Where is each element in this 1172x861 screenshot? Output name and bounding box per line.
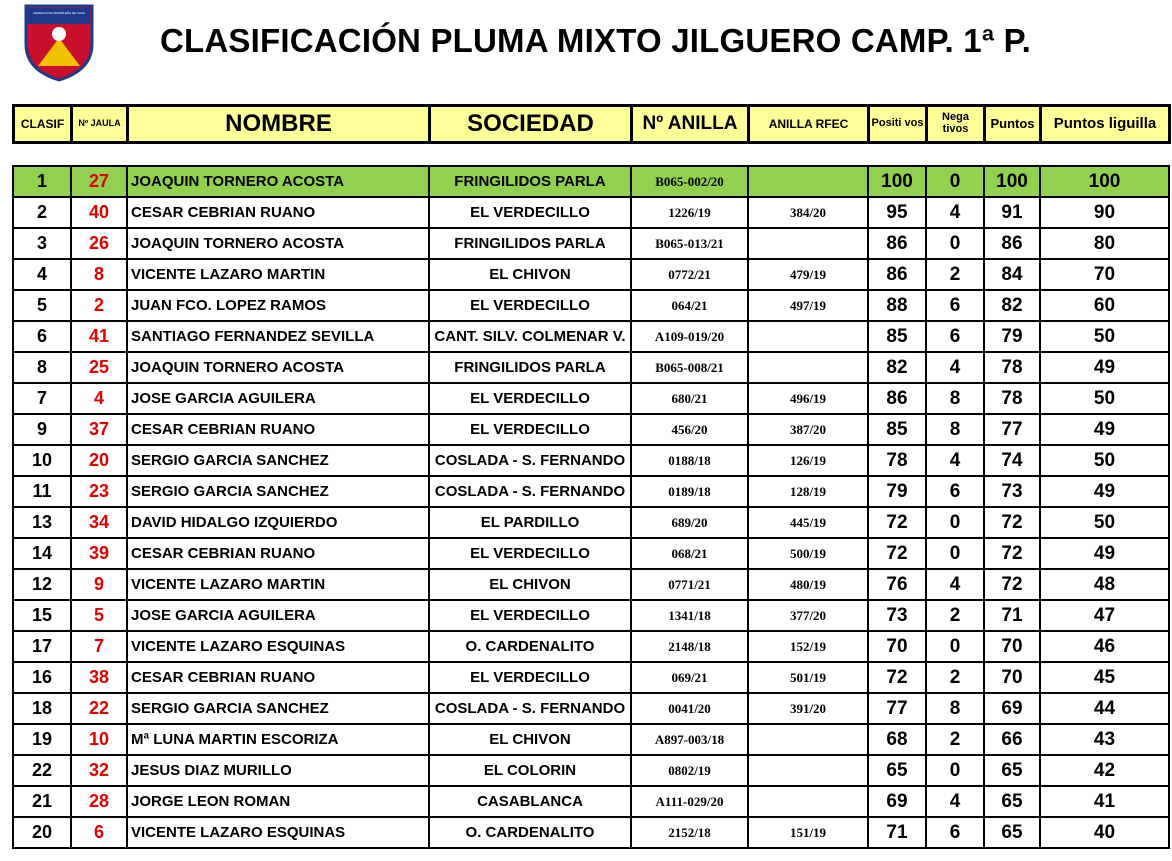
cell-negativos: 0 [926,755,984,786]
cell-negativos: 2 [926,724,984,755]
header-positivos: Positi vos [869,106,927,143]
cell-positivos: 88 [868,290,926,321]
header-jaula: Nº JAULA [72,106,128,143]
cell-positivos: 77 [868,693,926,724]
cell-negativos: 4 [926,445,984,476]
cell-positivos: 82 [868,352,926,383]
cell-anilla-rfec: 152/19 [748,631,868,662]
table-row [13,197,1169,228]
cell-puntos: 91 [984,197,1040,228]
cell-clasif: 17 [13,631,71,662]
cell-jaula: 26 [71,228,127,259]
cell-jaula: 7 [71,631,127,662]
cell-nombre: SANTIAGO FERNANDEZ SEVILLA [127,321,429,352]
table-row [13,631,1169,662]
cell-clasif: 4 [13,259,71,290]
cell-clasif: 19 [13,724,71,755]
cell-anilla: 2148/18 [631,631,748,662]
cell-jaula: 8 [71,259,127,290]
cell-puntos-liguilla: 49 [1040,352,1169,383]
table-row [13,507,1169,538]
cell-negativos: 6 [926,476,984,507]
cell-negativos: 4 [926,786,984,817]
cell-anilla-rfec [748,724,868,755]
cell-anilla: 0802/19 [631,755,748,786]
cell-puntos-liguilla: 44 [1040,693,1169,724]
cell-positivos: 78 [868,445,926,476]
cell-anilla-rfec: 479/19 [748,259,868,290]
cell-positivos: 85 [868,414,926,445]
cell-clasif: 3 [13,228,71,259]
cell-positivos: 85 [868,321,926,352]
cell-positivos: 72 [868,662,926,693]
cell-sociedad: EL VERDECILLO [429,538,631,569]
cell-nombre: JUAN FCO. LOPEZ RAMOS [127,290,429,321]
cell-nombre: CESAR CEBRIAN RUANO [127,538,429,569]
header-puntos-liguilla: Puntos liguilla [1041,106,1170,143]
table-row [13,259,1169,290]
cell-jaula: 10 [71,724,127,755]
cell-puntos-liguilla: 50 [1040,445,1169,476]
cell-puntos-liguilla: 49 [1040,538,1169,569]
cell-clasif: 15 [13,600,71,631]
cell-jaula: 4 [71,383,127,414]
cell-anilla-rfec: 445/19 [748,507,868,538]
table-row [13,538,1169,569]
cell-positivos: 73 [868,600,926,631]
cell-sociedad: COSLADA - S. FERNANDO [429,476,631,507]
cell-sociedad: EL CHIVON [429,724,631,755]
cell-anilla-rfec [748,228,868,259]
svg-text:FEDERACION MADRILEÑA DE CAZA: FEDERACION MADRILEÑA DE CAZA [33,11,85,15]
cell-puntos: 72 [984,538,1040,569]
cell-negativos: 2 [926,662,984,693]
header-nombre: NOMBRE [128,106,430,143]
cell-anilla-rfec: 496/19 [748,383,868,414]
cell-puntos-liguilla: 41 [1040,786,1169,817]
cell-anilla: 1226/19 [631,197,748,228]
table-row [13,166,1169,197]
cell-puntos-liguilla: 70 [1040,259,1169,290]
cell-anilla: 068/21 [631,538,748,569]
cell-puntos: 65 [984,817,1040,848]
cell-puntos: 65 [984,786,1040,817]
cell-sociedad: CANT. SILV. COLMENAR V. [429,321,631,352]
cell-anilla: A897-003/18 [631,724,748,755]
cell-puntos: 66 [984,724,1040,755]
table-row [13,693,1169,724]
cell-negativos: 0 [926,166,984,197]
header-negativos-line2: tivos [942,123,969,135]
cell-nombre: VICENTE LAZARO ESQUINAS [127,631,429,662]
cell-anilla: 0772/21 [631,259,748,290]
table-row [13,755,1169,786]
cell-jaula: 22 [71,693,127,724]
cell-anilla-rfec [748,786,868,817]
cell-puntos: 72 [984,507,1040,538]
cell-negativos: 4 [926,352,984,383]
cell-positivos: 100 [868,166,926,197]
cell-nombre: JOSE GARCIA AGUILERA [127,383,429,414]
federation-logo [24,4,94,82]
cell-jaula: 2 [71,290,127,321]
cell-negativos: 6 [926,817,984,848]
cell-sociedad: EL VERDECILLO [429,197,631,228]
table-row [13,321,1169,352]
cell-anilla: 064/21 [631,290,748,321]
cell-clasif: 9 [13,414,71,445]
cell-negativos: 8 [926,383,984,414]
cell-puntos: 100 [984,166,1040,197]
cell-clasif: 10 [13,445,71,476]
cell-anilla: 2152/18 [631,817,748,848]
cell-jaula: 39 [71,538,127,569]
cell-anilla-rfec: 151/19 [748,817,868,848]
table-row [13,786,1169,817]
cell-sociedad: EL VERDECILLO [429,383,631,414]
cell-nombre: Mª LUNA MARTIN ESCORIZA [127,724,429,755]
cell-sociedad: EL COLORIN [429,755,631,786]
cell-clasif: 2 [13,197,71,228]
cell-nombre: VICENTE LAZARO MARTIN [127,569,429,600]
cell-anilla: 069/21 [631,662,748,693]
cell-sociedad: FRINGILIDOS PARLA [429,166,631,197]
cell-anilla-rfec [748,166,868,197]
cell-nombre: JOAQUIN TORNERO ACOSTA [127,228,429,259]
cell-jaula: 6 [71,817,127,848]
cell-puntos: 78 [984,383,1040,414]
cell-anilla: 0771/21 [631,569,748,600]
table-row [13,476,1169,507]
cell-positivos: 68 [868,724,926,755]
cell-anilla: A111-029/20 [631,786,748,817]
cell-puntos-liguilla: 60 [1040,290,1169,321]
cell-anilla: B065-008/21 [631,352,748,383]
cell-negativos: 8 [926,414,984,445]
table-row [13,414,1169,445]
cell-nombre: CESAR CEBRIAN RUANO [127,197,429,228]
cell-puntos: 71 [984,600,1040,631]
cell-sociedad: EL VERDECILLO [429,662,631,693]
cell-nombre: JOAQUIN TORNERO ACOSTA [127,166,429,197]
cell-jaula: 34 [71,507,127,538]
cell-puntos: 86 [984,228,1040,259]
cell-sociedad: EL VERDECILLO [429,414,631,445]
cell-anilla-rfec [748,321,868,352]
header-negativos [927,106,985,143]
cell-jaula: 20 [71,445,127,476]
cell-puntos: 73 [984,476,1040,507]
cell-negativos: 0 [926,507,984,538]
cell-clasif: 8 [13,352,71,383]
cell-sociedad: COSLADA - S. FERNANDO [429,445,631,476]
cell-nombre: DAVID HIDALGO IZQUIERDO [127,507,429,538]
cell-sociedad: EL VERDECILLO [429,600,631,631]
cell-sociedad: EL CHIVON [429,259,631,290]
cell-negativos: 0 [926,631,984,662]
cell-anilla-rfec: 384/20 [748,197,868,228]
header-clasif: CLASIF [14,106,72,143]
cell-jaula: 5 [71,600,127,631]
cell-puntos-liguilla: 100 [1040,166,1169,197]
page-title: CLASIFICACIÓN PLUMA MIXTO JILGUERO CAMP. 1ª P. [160,22,1031,59]
cell-anilla-rfec: 128/19 [748,476,868,507]
cell-nombre: VICENTE LAZARO ESQUINAS [127,817,429,848]
cell-jaula: 9 [71,569,127,600]
cell-nombre: SERGIO GARCIA SANCHEZ [127,445,429,476]
cell-puntos-liguilla: 90 [1040,197,1169,228]
cell-negativos: 2 [926,600,984,631]
table-row [13,662,1169,693]
table-row [13,600,1169,631]
cell-sociedad: COSLADA - S. FERNANDO [429,693,631,724]
cell-anilla: B065-002/20 [631,166,748,197]
cell-positivos: 86 [868,259,926,290]
table-row [13,569,1169,600]
cell-puntos: 82 [984,290,1040,321]
cell-puntos-liguilla: 47 [1040,600,1169,631]
cell-puntos: 84 [984,259,1040,290]
cell-puntos-liguilla: 49 [1040,414,1169,445]
table-header [12,104,1171,144]
ranking-table [12,165,1170,849]
cell-clasif: 16 [13,662,71,693]
cell-puntos: 65 [984,755,1040,786]
cell-anilla-rfec: 391/20 [748,693,868,724]
cell-jaula: 40 [71,197,127,228]
cell-anilla: 1341/18 [631,600,748,631]
cell-clasif: 12 [13,569,71,600]
cell-nombre: SERGIO GARCIA SANCHEZ [127,476,429,507]
cell-negativos: 6 [926,290,984,321]
cell-anilla-rfec: 126/19 [748,445,868,476]
cell-sociedad: CASABLANCA [429,786,631,817]
table-row [13,228,1169,259]
cell-sociedad: EL PARDILLO [429,507,631,538]
cell-puntos-liguilla: 43 [1040,724,1169,755]
cell-puntos-liguilla: 42 [1040,755,1169,786]
table-row [13,724,1169,755]
cell-anilla: B065-013/21 [631,228,748,259]
header-anilla-rfec: ANILLA RFEC [749,106,869,143]
cell-nombre: JORGE LEON ROMAN [127,786,429,817]
cell-anilla: 0188/18 [631,445,748,476]
cell-clasif: 14 [13,538,71,569]
cell-sociedad: O. CARDENALITO [429,817,631,848]
table-row [13,352,1169,383]
cell-puntos: 78 [984,352,1040,383]
cell-puntos-liguilla: 49 [1040,476,1169,507]
cell-puntos-liguilla: 80 [1040,228,1169,259]
cell-puntos: 74 [984,445,1040,476]
cell-clasif: 6 [13,321,71,352]
cell-puntos-liguilla: 50 [1040,321,1169,352]
cell-negativos: 0 [926,228,984,259]
cell-positivos: 95 [868,197,926,228]
cell-sociedad: EL CHIVON [429,569,631,600]
cell-sociedad: EL VERDECILLO [429,290,631,321]
cell-anilla-rfec: 377/20 [748,600,868,631]
cell-negativos: 4 [926,569,984,600]
cell-jaula: 25 [71,352,127,383]
cell-negativos: 4 [926,197,984,228]
cell-sociedad: FRINGILIDOS PARLA [429,352,631,383]
cell-puntos: 69 [984,693,1040,724]
cell-clasif: 18 [13,693,71,724]
cell-sociedad: O. CARDENALITO [429,631,631,662]
cell-nombre: JOSE GARCIA AGUILERA [127,600,429,631]
cell-puntos-liguilla: 50 [1040,507,1169,538]
cell-clasif: 22 [13,755,71,786]
cell-puntos: 79 [984,321,1040,352]
cell-anilla-rfec [748,755,868,786]
table-row [13,445,1169,476]
cell-jaula: 41 [71,321,127,352]
table-row [13,383,1169,414]
cell-puntos-liguilla: 50 [1040,383,1169,414]
cell-nombre: CESAR CEBRIAN RUANO [127,662,429,693]
cell-clasif: 5 [13,290,71,321]
cell-puntos-liguilla: 45 [1040,662,1169,693]
cell-jaula: 38 [71,662,127,693]
cell-anilla-rfec: 500/19 [748,538,868,569]
cell-positivos: 86 [868,383,926,414]
table-row [13,290,1169,321]
cell-clasif: 13 [13,507,71,538]
cell-nombre: JESUS DIAZ MURILLO [127,755,429,786]
cell-clasif: 7 [13,383,71,414]
cell-negativos: 8 [926,693,984,724]
cell-nombre: VICENTE LAZARO MARTIN [127,259,429,290]
cell-puntos: 72 [984,569,1040,600]
header-sociedad: SOCIEDAD [430,106,632,143]
cell-puntos: 77 [984,414,1040,445]
cell-jaula: 27 [71,166,127,197]
cell-clasif: 1 [13,166,71,197]
cell-positivos: 86 [868,228,926,259]
cell-positivos: 71 [868,817,926,848]
cell-puntos-liguilla: 40 [1040,817,1169,848]
header-anilla: Nº ANILLA [632,106,749,143]
cell-puntos-liguilla: 48 [1040,569,1169,600]
cell-puntos: 70 [984,631,1040,662]
cell-negativos: 6 [926,321,984,352]
cell-nombre: CESAR CEBRIAN RUANO [127,414,429,445]
cell-jaula: 37 [71,414,127,445]
header-negativos-line1: Nega [942,111,969,124]
cell-jaula: 28 [71,786,127,817]
cell-sociedad: FRINGILIDOS PARLA [429,228,631,259]
cell-positivos: 70 [868,631,926,662]
cell-puntos: 70 [984,662,1040,693]
cell-positivos: 69 [868,786,926,817]
cell-anilla: 689/20 [631,507,748,538]
cell-anilla: 0189/18 [631,476,748,507]
cell-anilla-rfec: 387/20 [748,414,868,445]
cell-jaula: 23 [71,476,127,507]
cell-positivos: 76 [868,569,926,600]
table-row [13,817,1169,848]
cell-nombre: JOAQUIN TORNERO ACOSTA [127,352,429,383]
cell-nombre: SERGIO GARCIA SANCHEZ [127,693,429,724]
cell-positivos: 65 [868,755,926,786]
cell-anilla: 456/20 [631,414,748,445]
cell-anilla: A109-019/20 [631,321,748,352]
cell-clasif: 21 [13,786,71,817]
cell-negativos: 0 [926,538,984,569]
cell-jaula: 32 [71,755,127,786]
cell-positivos: 79 [868,476,926,507]
cell-anilla-rfec: 480/19 [748,569,868,600]
cell-clasif: 11 [13,476,71,507]
cell-anilla-rfec [748,352,868,383]
cell-anilla: 680/21 [631,383,748,414]
header-puntos: Puntos [985,106,1041,143]
cell-anilla-rfec: 501/19 [748,662,868,693]
cell-clasif: 20 [13,817,71,848]
cell-positivos: 72 [868,507,926,538]
cell-negativos: 2 [926,259,984,290]
cell-puntos-liguilla: 46 [1040,631,1169,662]
cell-positivos: 72 [868,538,926,569]
cell-anilla-rfec: 497/19 [748,290,868,321]
cell-anilla: 0041/20 [631,693,748,724]
